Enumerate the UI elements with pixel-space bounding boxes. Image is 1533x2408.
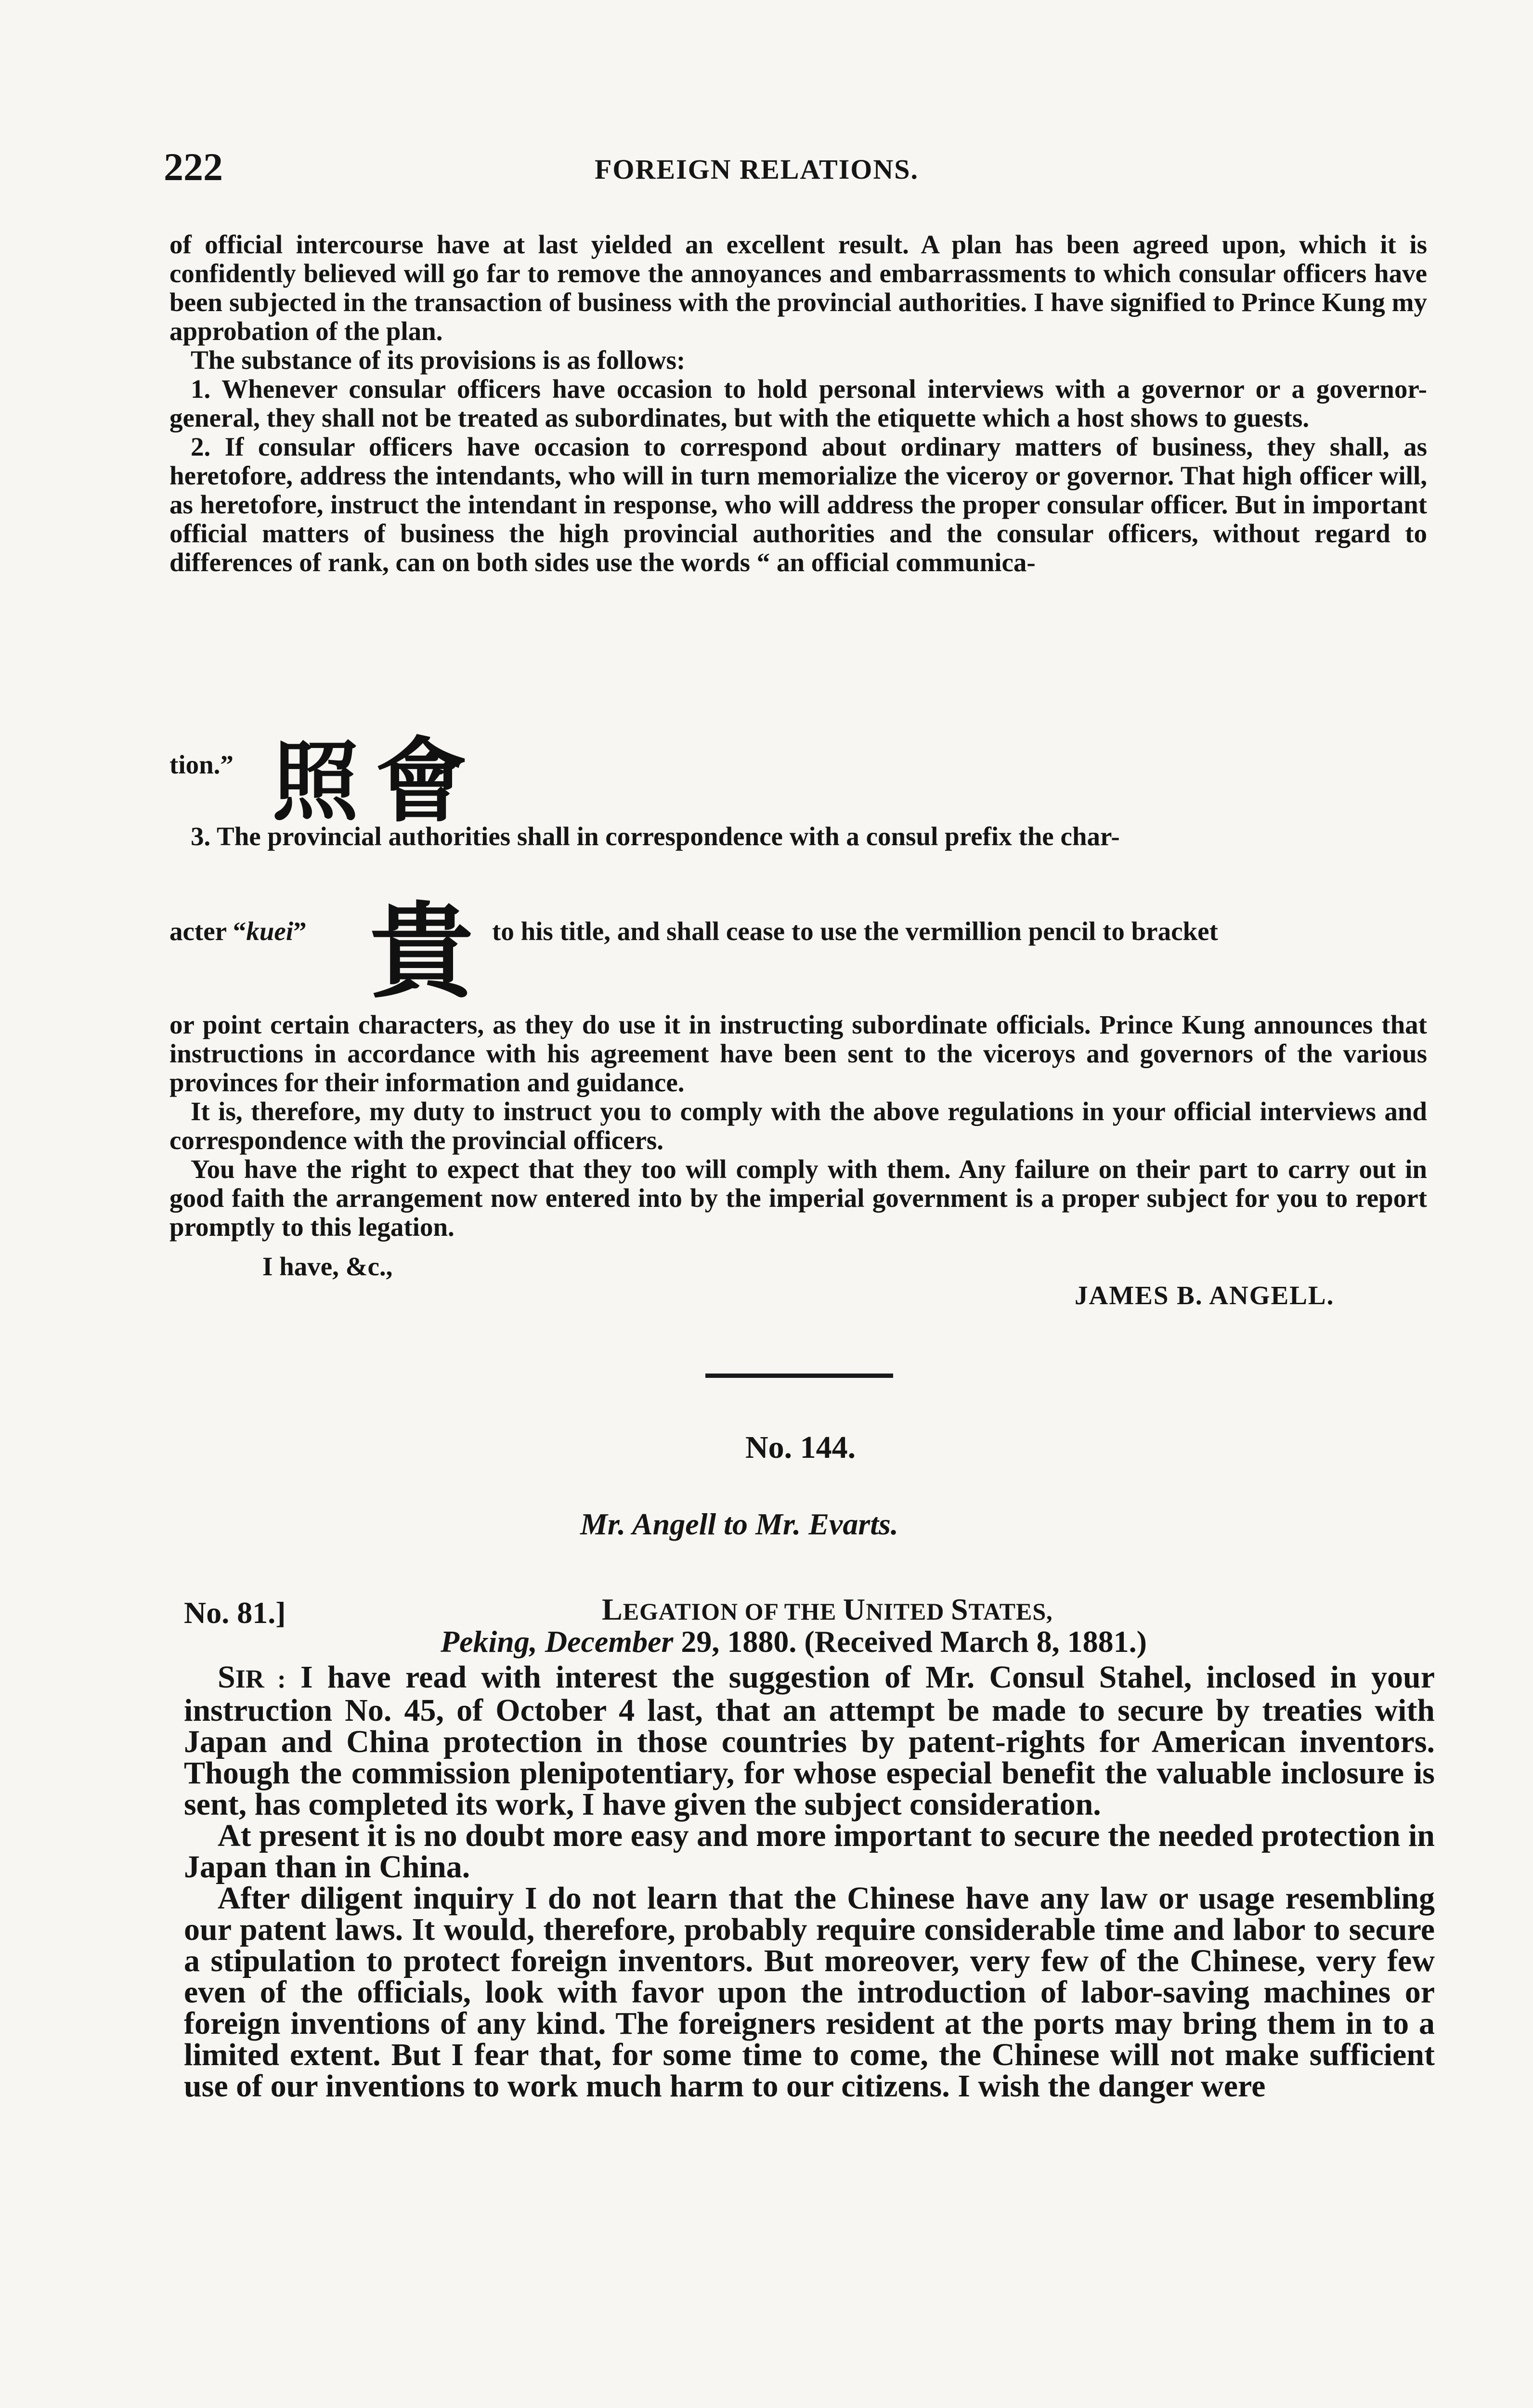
- kuei-word: kuei: [246, 916, 294, 946]
- section-divider: [705, 1374, 893, 1378]
- legation-U: U: [843, 1592, 866, 1626]
- paragraph-intercourse: of official intercourse have at last yielded an excellent result. A plan has been agreed upon, which it is confidently believed will go far to remove the annoyances and embarrassments to which consular officers have been subjected in the transaction of business with the provincial authorities. I have signified to Prince Kung my approbation of the plan.: [169, 230, 1427, 346]
- paragraph-right: You have the right to expect that they too will comply with them. Any failure on their part to carry out in good faith the arrangement now entered into by the imperial government is a proper subject for you to report promptly to this legation.: [169, 1154, 1427, 1242]
- salutation-rest: IR :: [235, 1664, 286, 1693]
- date-received: 29, 1880. (Received March 8, 1881.): [681, 1624, 1147, 1659]
- chinese-character-chao: 照: [272, 732, 359, 833]
- acter-text: acter “: [169, 916, 247, 946]
- paragraph-japan-china: At present it is no doubt more easy and more important to secure the needed protection in Japan than in China.: [184, 1818, 1435, 1885]
- provision-3-rest: or point certain characters, as they do use it in instructing subordinate officials. Prince Kung announces that instructions in accordance with his agreement have been sent to the viceroys and governors of the various provinces for their information and guidance.: [169, 1010, 1427, 1097]
- letter-bottom-block: [169, 1010, 1427, 1242]
- provision-3-start: 3. The provincial authorities shall in correspondence with a consul prefix the char-: [191, 822, 1120, 851]
- running-head: FOREIGN RELATIONS.: [595, 154, 919, 185]
- page-number: 222: [164, 145, 223, 189]
- legation-L: L: [602, 1592, 623, 1626]
- document-number: No. 144.: [745, 1430, 856, 1465]
- legation-nited: NITED: [866, 1598, 951, 1625]
- paragraph-substance: The substance of its provisions is as follows:: [191, 345, 686, 375]
- dispatch-body: [184, 1662, 1435, 2102]
- place-and-month: Peking, December: [441, 1624, 674, 1659]
- dateline: [441, 1624, 1147, 1660]
- signature: JAMES B. ANGELL.: [1075, 1281, 1335, 1310]
- legation-tates: TATES,: [968, 1598, 1053, 1625]
- paragraph-patent-suggestion: [184, 1662, 1435, 1820]
- legation-egation: EGATION OF THE: [623, 1598, 843, 1625]
- salutation-S: S: [218, 1660, 235, 1695]
- paragraph-duty: It is, therefore, my duty to instruct you to comply with the above regulations in your official interviews and correspondence with the provincial officers.: [169, 1097, 1427, 1155]
- dispatch-number: No. 81.]: [184, 1596, 286, 1630]
- chinese-character-kuei: 貴: [370, 891, 473, 1012]
- provision-3-acter-line: [169, 916, 307, 946]
- provision-1: 1. Whenever consular officers have occasion to hold personal interviews with a governor or a governor-general, they shall not be treated as subordinates, but with the etiquette which a host shows to guests.: [169, 374, 1427, 432]
- kuei-close-quote: ”: [293, 916, 307, 946]
- letter-top-block: [169, 230, 1427, 577]
- legation-S: S: [951, 1592, 969, 1626]
- closing-line: I have, &c.,: [262, 1252, 393, 1281]
- provision-3-after-character: to his title, and shall cease to use the vermillion pencil to bracket: [492, 916, 1218, 946]
- legation-heading: [602, 1592, 1053, 1627]
- chinese-character-hui: 會: [376, 728, 468, 835]
- provision-2: 2. If consular officers have occasion to correspond about ordinary matters of business, they shall, as heretofore, address the intendants, who will in turn memorialize the viceroy or governor. That high officer will, as heretofore, instruct the intendant in response, who will address the proper consular officer. But in important official matters of business the high provincial authorities and the consular officers, without regard to differences of rank, can on both sides use the words “ an official communica-: [169, 432, 1427, 577]
- document-title: Mr. Angell to Mr. Evarts.: [580, 1507, 898, 1541]
- paragraph-patent-text: I have read with interest the suggestion of Mr. Consul Stahel, inclosed in your instruction No. 45, of October 4 last, that an attempt be made to secure by treaties with Japan and China protection in those countries by patent-rights for American inventors. Though the commission plenipotentiary, for whose especial benefit the valuable inclosure is sent, has completed its work, I have given the subject consideration.: [184, 1660, 1435, 1822]
- provision-2-end: tion.”: [169, 750, 234, 779]
- paragraph-inquiry: After diligent inquiry I do not learn that the Chinese have any law or usage resembling our patent laws. It would, therefore, probably require considerable time and labor to secure a stipulation to protect foreign inventors. But moreover, very few of the Chinese, very few even of the officials, look with favor upon the introduction of labor-saving machines or foreign inventions of any kind. The foreigners resident at the ports may bring them in to a limited extent. But I fear that, for some time to come, the Chinese will not make sufficient use of our inventions to work much harm to our citizens. I wish the danger were: [184, 1881, 1435, 2104]
